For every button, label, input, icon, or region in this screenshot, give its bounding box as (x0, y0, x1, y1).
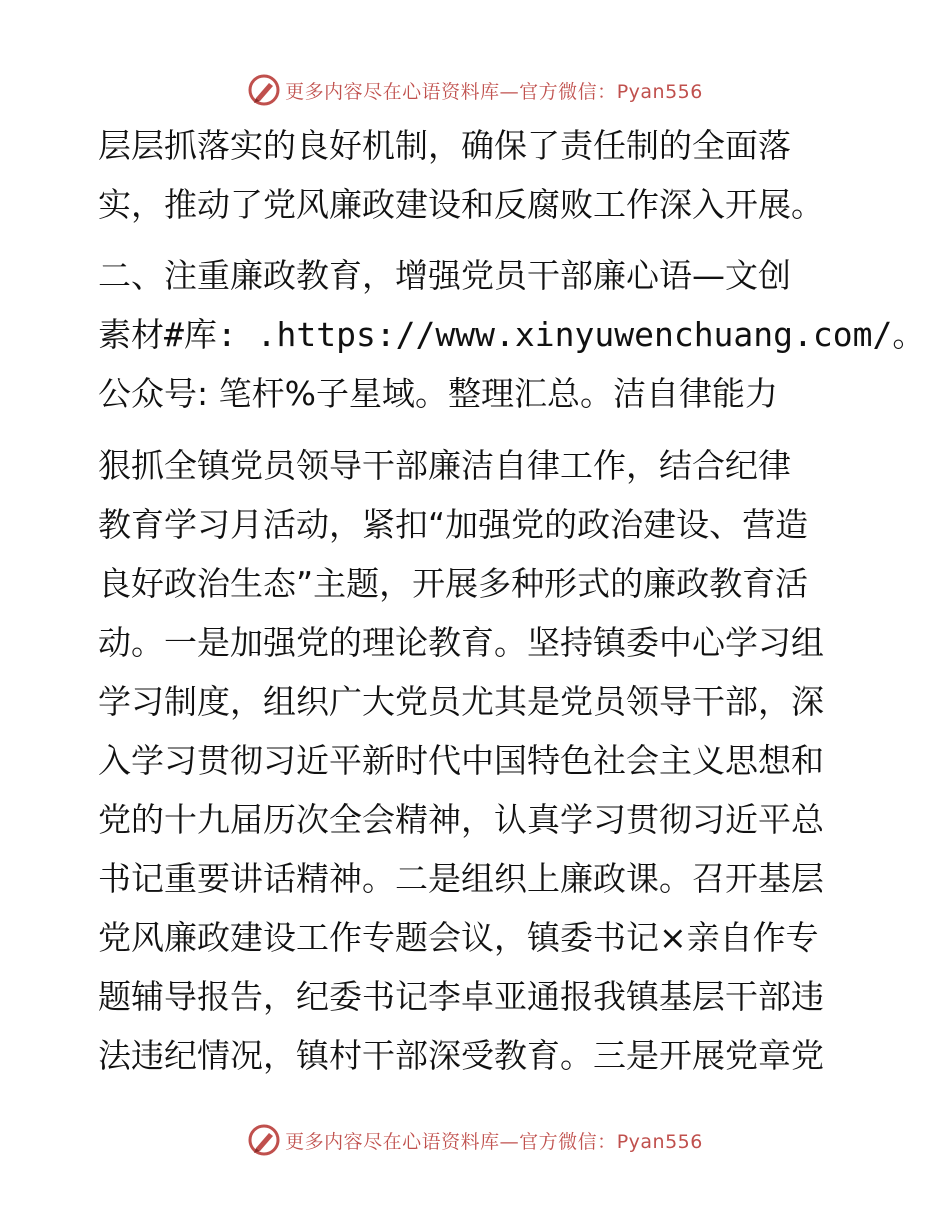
text-line: 法违纪情况，镇村干部深受教育。三是开展党章党 (98, 1036, 824, 1075)
banner-wechat-label: 官方微信： (519, 80, 617, 103)
text-line: 教育学习月活动，紧扣“加强党的政治建设、营造 (98, 505, 809, 544)
text-line: 公众号: 笔杆%子星域。整理汇总。洁自律能力 (98, 374, 778, 413)
pen-logo-icon (247, 1123, 281, 1157)
text-line: 学习制度，组织广大党员尤其是党员领导干部，深 (98, 682, 824, 721)
banner-wechat-id: Pyan556 (616, 80, 703, 103)
text-line: 良好政治生态”主题，开展多种形式的廉政教育活 (98, 564, 809, 603)
text-line: 书记重要讲话精神。二是组织上廉政课。召开基层 (98, 859, 824, 898)
text-line: 狠抓全镇党员领导干部廉洁自律工作，结合纪律 (98, 446, 791, 485)
section-heading-line: 二、注重廉政教育，增强党员干部廉心语—文创 (98, 256, 791, 295)
banner-main-text: 更多内容尽在心语资料库 (285, 1130, 500, 1153)
banner-text (285, 1127, 703, 1154)
text-line: 层层抓落实的良好机制，确保了责任制的全面落 (98, 126, 791, 165)
banner-dash: — (499, 80, 520, 103)
text-line: 动。一是加强党的理论教育。坚持镇委中心学习组 (98, 623, 824, 662)
banner-main-text: 更多内容尽在心语资料库 (285, 80, 500, 103)
banner-text (285, 77, 703, 104)
text-line: 实，推动了党风廉政建设和反腐败工作深入开展。 (98, 185, 824, 224)
text-line: 党风廉政建设工作专题会议，镇委书记×亲自作专 (98, 918, 819, 957)
footer-banner (0, 1122, 950, 1158)
text-line: 题辅导报告，纪委书记李卓亚通报我镇基层干部违 (98, 977, 824, 1016)
text-line: 入学习贯彻习近平新时代中国特色社会主义思想和 (98, 741, 824, 780)
banner-wechat-label: 官方微信： (519, 1130, 617, 1153)
pen-logo-icon (247, 73, 281, 107)
banner-dash: — (499, 1130, 520, 1153)
text-line: 素材#库: .https://www.xinyuwenchuang.com/。 (98, 315, 926, 354)
text-line: 党的十九届历次全会精神，认真学习贯彻习近平总 (98, 800, 824, 839)
header-banner (0, 72, 950, 108)
banner-wechat-id: Pyan556 (616, 1130, 703, 1153)
